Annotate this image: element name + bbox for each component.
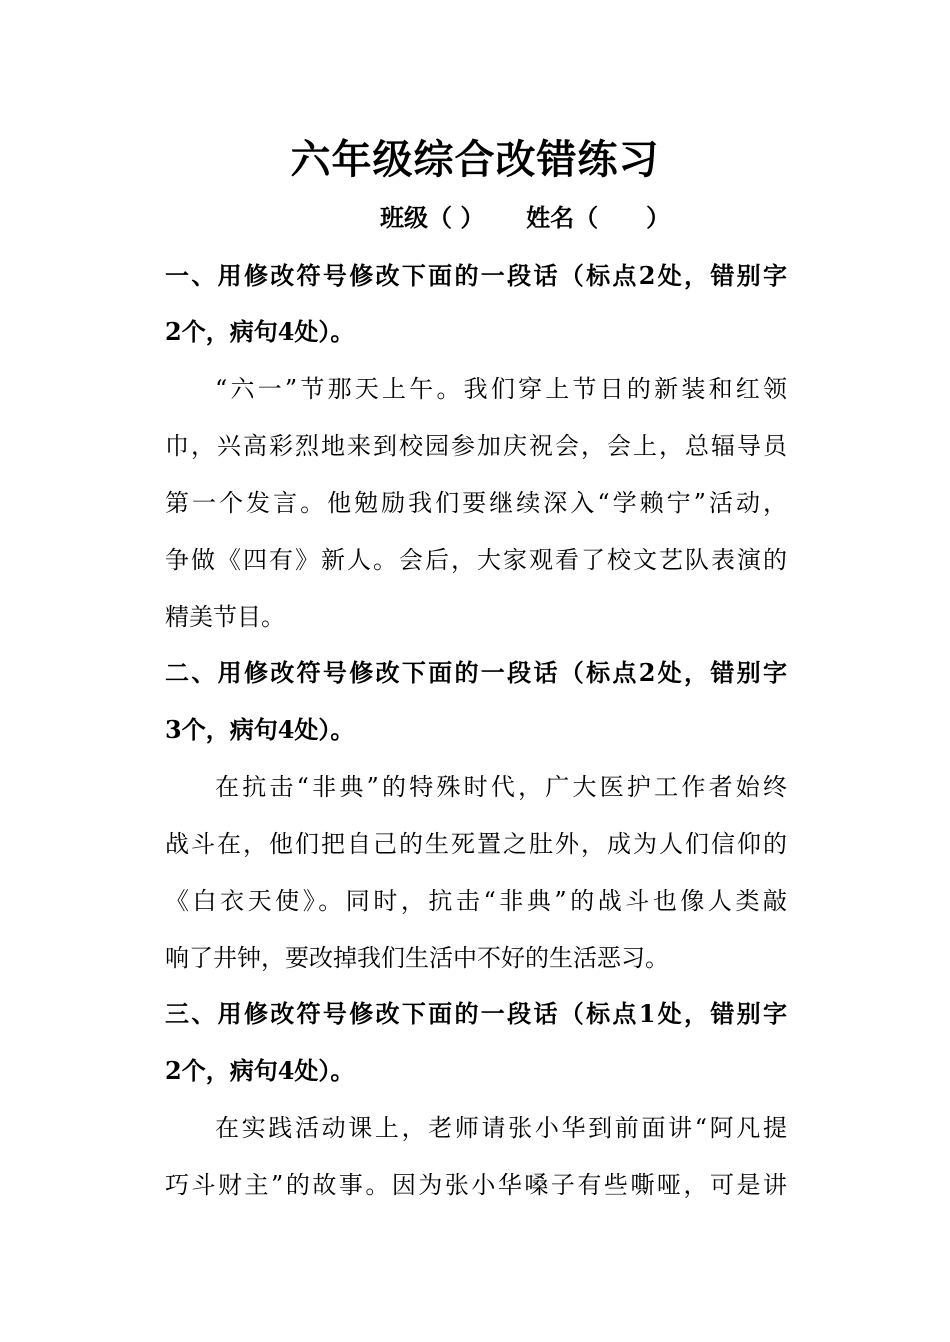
section-3-body-line-1: 在实践活动课上，老师请张小华到前面讲“阿凡提 xyxy=(215,1114,787,1142)
student-info-line xyxy=(380,198,670,238)
section-3-heading-line-2: 2个，病句4处）。 xyxy=(165,1056,355,1085)
section-1-body-line-2: 巾，兴高彩烈地来到校园参加庆祝会，会上，总辐导员 xyxy=(165,432,787,460)
class-label: 班级（ ） xyxy=(380,203,485,232)
section-3-heading-line-1: 三、用修改符号修改下面的一段话（标点1处，错别字 xyxy=(165,999,787,1028)
section-2-body-line-1: 在抗击“非典”的特殊时代，广大医护工作者始终 xyxy=(215,773,787,801)
section-1-body-line-1: “六一”节那天上午。我们穿上节日的新装和红领 xyxy=(215,375,787,403)
section-2-body-line-3: 《白衣天使》。同时，抗击“非典”的战斗也像人类敲 xyxy=(165,887,787,915)
section-2-heading-line-1: 二、用修改符号修改下面的一段话（标点2处，错别字 xyxy=(165,658,787,687)
section-2-body-line-2: 战斗在，他们把自己的生死置之肚外，成为人们信仰的 xyxy=(165,830,787,858)
section-3-body-line-2: 巧斗财主”的故事。因为张小华嗓子有些嘶哑，可是讲 xyxy=(165,1171,787,1199)
section-1-heading-line-2: 2个，病句4处）。 xyxy=(165,317,355,346)
section-2-body-line-4: 响了井钟，要改掉我们生活中不好的生活恶习。 xyxy=(165,944,669,972)
page-title: 六年级综合改错练习 xyxy=(290,137,660,183)
section-1-body-line-5: 精美节目。 xyxy=(165,603,285,631)
section-2-heading-line-2: 3个，病句4处）。 xyxy=(165,715,355,744)
name-label: 姓名（ ） xyxy=(526,203,671,232)
section-1-heading-line-1: 一、用修改符号修改下面的一段话（标点2处，错别字 xyxy=(165,261,787,290)
section-1-body-line-4: 争做《四有》新人。会后，大家观看了校文艺队表演的 xyxy=(165,546,787,574)
section-1-body-line-3: 第一个发言。他勉励我们要继续深入“学赖宁”活动， xyxy=(165,489,787,517)
